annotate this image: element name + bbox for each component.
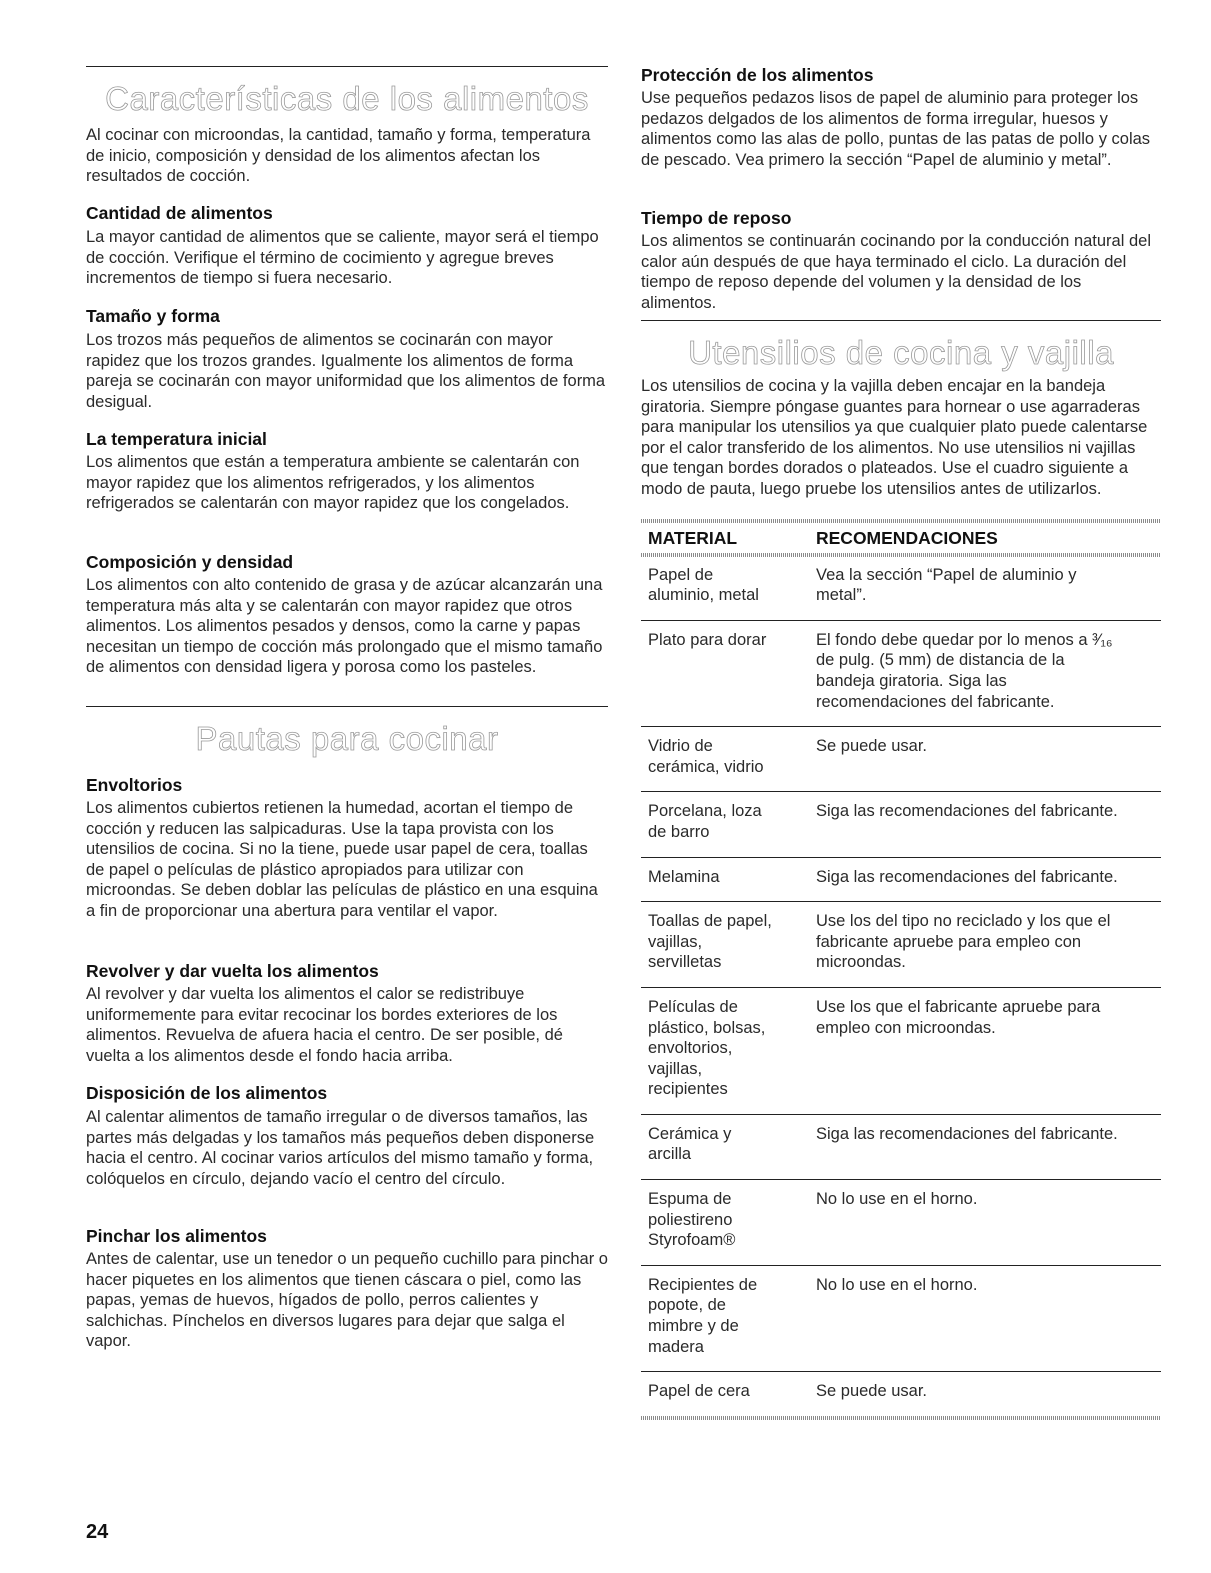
paragraph-cantidad: La mayor cantidad de alimentos que se caliente, mayor será el tiempo de cocción. Verifique el término de cocimiento y agregue breves incrementos de tiempo si fuera necesario. bbox=[86, 228, 599, 288]
cell-material: Cerámica y arcilla bbox=[648, 1124, 732, 1164]
table-bottom-border bbox=[641, 1416, 1161, 1420]
cell-recomendacion: Siga las recomendaciones del fabricante. bbox=[816, 867, 1118, 886]
intro-paragraph: Al cocinar con microondas, la cantidad, tamaño y forma, temperatura de inicio, composición y densidad de los alimentos afectan los resultados de cocción. bbox=[86, 126, 591, 186]
table-row bbox=[641, 792, 1161, 856]
section-title-caracteristicas: Características de los alimentos bbox=[105, 80, 589, 117]
paragraph-envoltorios: Los alimentos cubiertos retienen la humedad, acortan el tiempo de cocción y reducen las salpicaduras. Use la tapa provista con los utensilios de cocina. Si no la tiene, puede usar papel de cera, toallas de papel o películas de plástico apropiados para utilizar con microondas. Se deben doblar las películas de plástico en una esquina a fin de proporcionar una abertura para ventilar el vapor. bbox=[86, 799, 598, 920]
cell-material: Papel de aluminio, metal bbox=[648, 565, 759, 605]
heading-composicion: Composición y densidad bbox=[86, 552, 294, 572]
heading-envoltorios: Envoltorios bbox=[86, 775, 183, 795]
table-row bbox=[641, 858, 1161, 902]
paragraph-disposicion: Al calentar alimentos de tamaño irregular o de diversos tamaños, las partes más delgadas y los tamaños más pequeños deben disponerse hacia el centro. Al cocinar varios artículos del mismo tamaño y forma, colóquelos en círculo, dejando vacío el centro del círculo. bbox=[86, 1108, 595, 1188]
table-header bbox=[641, 523, 1161, 553]
table-row bbox=[641, 727, 1161, 791]
paragraph-proteccion: Use pequeños pedazos lisos de papel de aluminio para proteger los pedazos delgados de los alimentos de forma irregular, huesos y alimentos como las alas de pollo, puntas de las patas de pollo y colas de pescado. Vea primero la sección “Papel de aluminio y metal”. bbox=[641, 89, 1151, 169]
cell-material: Plato para dorar bbox=[648, 630, 767, 649]
table-row bbox=[641, 557, 1161, 620]
heading-temperatura: La temperatura inicial bbox=[86, 429, 267, 449]
section-divider bbox=[86, 706, 608, 707]
table-row bbox=[641, 1115, 1161, 1179]
table-row bbox=[641, 902, 1161, 987]
cell-recomendacion: Vea la sección “Papel de aluminio y metal”. bbox=[816, 565, 1077, 605]
cell-material: Toallas de papel, vajillas, servilletas bbox=[648, 912, 772, 972]
cell-material: Vidrio de cerámica, vidrio bbox=[648, 737, 764, 776]
heading-revolver: Revolver y dar vuelta los alimentos bbox=[86, 961, 379, 981]
cell-material: Recipientes de popote, de mimbre y de madera bbox=[648, 1275, 758, 1356]
table-row bbox=[641, 1372, 1161, 1416]
paragraph-tamano: Los trozos más pequeños de alimentos se cocinarán con mayor rapidez que los trozos grandes. Igualmente los alimentos de forma pareja se cocinarán con mayor uniformidad que los alimentos de forma desigual. bbox=[86, 331, 606, 411]
paragraph-revolver: Al revolver y dar vuelta los alimentos el calor se redistribuye uniformemente para evitar recocinar los bordes exteriores de los alimentos. Revuelva de afuera hacia el centro. De ser posible, dé vuelta a los alimentos desde el fondo hacia arriba. bbox=[86, 985, 563, 1065]
cell-recomendacion: Se puede usar. bbox=[816, 1382, 928, 1401]
page-number: 24 bbox=[86, 1521, 109, 1543]
cell-recomendacion: Use los que el fabricante apruebe para empleo con microondas. bbox=[816, 997, 1101, 1037]
heading-proteccion: Protección de los alimentos bbox=[641, 65, 874, 85]
cell-recomendacion: Use los del tipo no reciclado y los que el fabricante apruebe para empleo con microondas. bbox=[816, 912, 1111, 972]
paragraph-composicion: Los alimentos con alto contenido de grasa y de azúcar alcanzarán una temperatura más alta y se calentarán con mayor rapidez que otros alimentos. Los alimentos pesados y densos, como la carne y papas necesitan un tiempo de cocción más prolongado que el mismo tamaño de alimentos con densidad ligera y porosa como los pasteles. bbox=[86, 576, 603, 677]
cell-material: Películas de plástico, bolsas, envoltorios, vajillas, recipientes bbox=[648, 997, 766, 1099]
cell-material: Espuma de poliestireno Styrofoam® bbox=[648, 1190, 736, 1250]
table-row bbox=[641, 1180, 1161, 1265]
paragraph-pinchar: Antes de calentar, use un tenedor o un pequeño cuchillo para pinchar o hacer piquetes en los alimentos que tienen cáscara o piel, como las papas, yemas de huevos, hígados de pollo, perros calientes y salchichas. Pínchelos en diversos lugares para dejar que salga el vapor. bbox=[86, 1250, 608, 1351]
utensils-table bbox=[641, 519, 1161, 1420]
cell-recomendacion: Siga las recomendaciones del fabricante. bbox=[816, 1124, 1118, 1143]
header-material: MATERIAL bbox=[648, 528, 738, 548]
section-title-utensilios: Utensilios de cocina y vajilla bbox=[688, 334, 1114, 371]
cell-recomendacion: Siga las recomendaciones del fabricante. bbox=[816, 802, 1118, 821]
header-recomendaciones: RECOMENDACIONES bbox=[816, 528, 998, 548]
table-row bbox=[641, 1266, 1161, 1371]
heading-tamano: Tamaño y forma bbox=[86, 306, 220, 326]
heading-pinchar: Pinchar los alimentos bbox=[86, 1226, 267, 1246]
heading-reposo: Tiempo de reposo bbox=[641, 208, 792, 228]
cell-material: Melamina bbox=[648, 867, 720, 886]
cell-recomendacion: No lo use en el horno. bbox=[816, 1190, 978, 1209]
table-row bbox=[641, 621, 1161, 726]
paragraph-utensilios: Los utensilios de cocina y la vajilla deben encajar en la bandeja giratoria. Siempre póngase guantes para hornear o use agarraderas para manipular los utensilios ya que cualquier plato puede calentarse por el calor transferido de los alimentos. No use utensilios ni vajillas que tengan bordes dorados o plateados. Use el cuadro siguiente a modo de pauta, luego pruebe los utensilios antes de utilizarlos. bbox=[641, 377, 1148, 498]
paragraph-reposo: Los alimentos se continuarán cocinando por la conducción natural del calor aún después de que haya terminado el ciclo. La duración del tiempo de reposo depende del volumen y la densidad de los alimentos. bbox=[641, 232, 1151, 312]
cell-material: Porcelana, loza de barro bbox=[648, 802, 762, 841]
paragraph-temperatura: Los alimentos que están a temperatura ambiente se calentarán con mayor rapidez que los alimentos refrigerados, y los alimentos refrigerados se calentarán con mayor rapidez que los congelados. bbox=[86, 453, 580, 513]
cell-recomendacion: No lo use en el horno. bbox=[816, 1275, 978, 1294]
table-body bbox=[641, 557, 1161, 1416]
section-divider bbox=[86, 66, 608, 67]
section-title-pautas: Pautas para cocinar bbox=[195, 720, 499, 757]
cell-material: Papel de cera bbox=[648, 1382, 750, 1401]
table-row bbox=[641, 988, 1161, 1114]
section-divider bbox=[641, 320, 1161, 321]
heading-disposicion: Disposición de los alimentos bbox=[86, 1083, 328, 1103]
heading-cantidad: Cantidad de alimentos bbox=[86, 203, 273, 223]
cell-recomendacion: Se puede usar. bbox=[816, 737, 928, 756]
cell-recomendacion: El fondo debe quedar por lo menos a ³⁄₁₆ de pulg. (5 mm) de distancia de la bandeja giratoria. Siga las recomendaciones del fabricante. bbox=[816, 630, 1113, 711]
